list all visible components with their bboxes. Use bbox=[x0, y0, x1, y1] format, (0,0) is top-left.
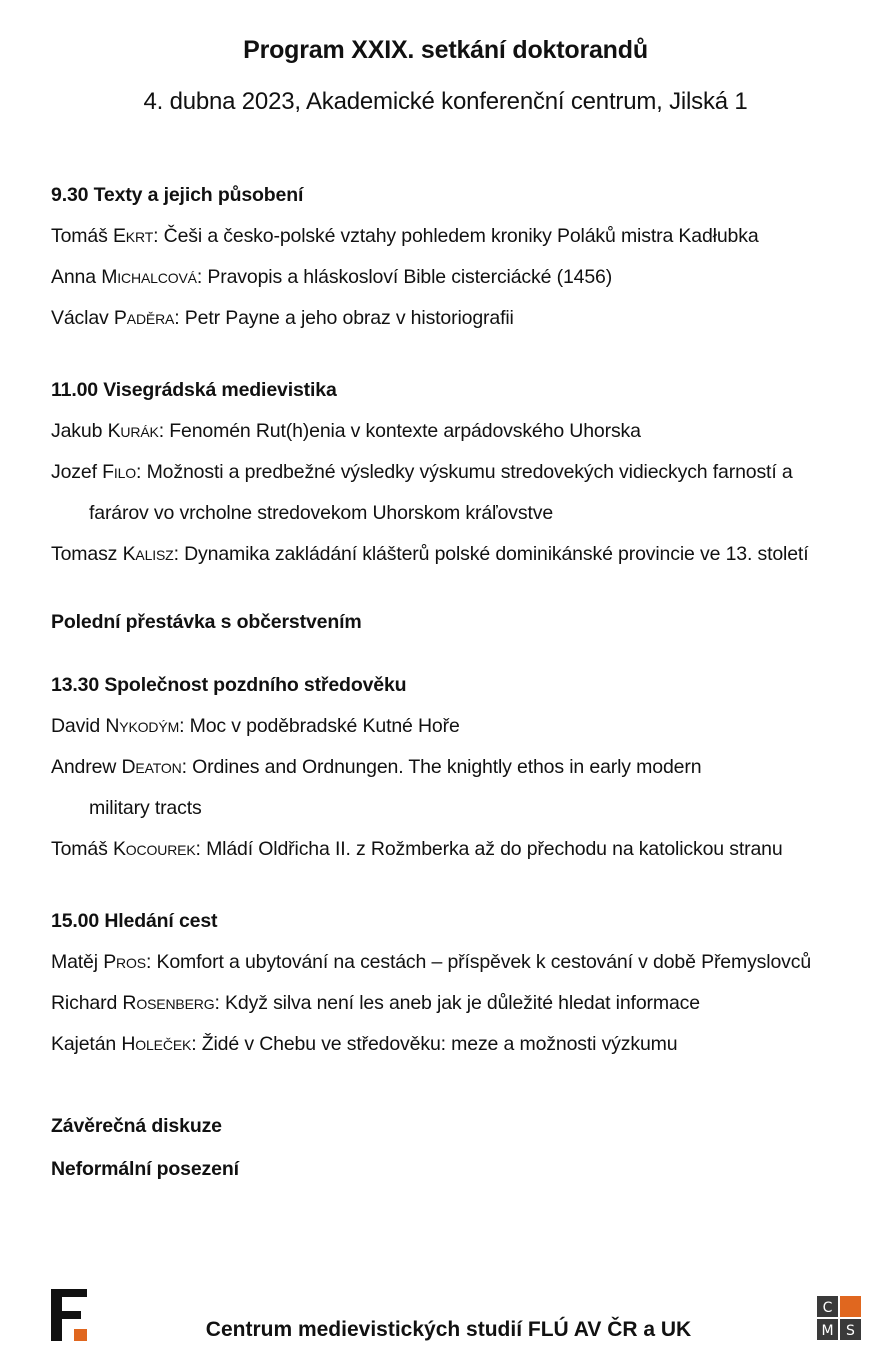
talk-title: : Dynamika zakládání klášterů polské dominikánské provincie ve 13. století bbox=[173, 543, 809, 565]
speaker-surname: Holeček bbox=[121, 1033, 192, 1055]
speaker-first-name: Matěj bbox=[51, 951, 104, 973]
talk-item bbox=[51, 711, 881, 752]
session-block bbox=[51, 180, 881, 344]
speaker-first-name: Jakub bbox=[51, 420, 108, 442]
talk-item bbox=[51, 988, 881, 1029]
speaker-first-name: Richard bbox=[51, 992, 123, 1014]
page-subtitle: 4. dubna 2023, Akademické konferenční centrum, Jilská 1 bbox=[143, 88, 748, 115]
talk-title: : Fenomén Rut(h)enia v kontexte arpádovského Uhorska bbox=[158, 420, 641, 442]
talk-item bbox=[51, 947, 881, 988]
talk-title: : Moc v poděbradské Kutné Hoře bbox=[179, 715, 460, 737]
speaker-first-name: Kajetán bbox=[51, 1033, 122, 1055]
speaker-first-name: Tomasz bbox=[51, 543, 123, 565]
speaker-first-name: Tomáš bbox=[51, 838, 113, 860]
speaker-surname: Kocourek bbox=[112, 838, 196, 860]
talk-title: : Mládí Oldřicha II. z Rožmberka až do přechodu na katolickou stranu bbox=[195, 838, 783, 860]
talk-item bbox=[51, 221, 881, 262]
informal-meeting: Neformální posezení bbox=[51, 1158, 239, 1180]
speaker-surname: Kurák bbox=[107, 420, 159, 442]
speaker-first-name: Tomáš bbox=[51, 225, 113, 247]
speaker-surname: Ekrt bbox=[112, 225, 154, 247]
speaker-first-name: Václav bbox=[51, 307, 114, 329]
talk-item bbox=[51, 416, 881, 457]
cms-letter-s: S bbox=[846, 1323, 855, 1339]
speaker-surname: Deaton bbox=[121, 756, 182, 778]
talk-title-continuation: farárov vo vrcholne stredovekom Uhorskom kráľovstve bbox=[89, 502, 554, 524]
speaker-first-name: David bbox=[51, 715, 106, 737]
page-title: Program XXIX. setkání doktorandů bbox=[243, 36, 648, 64]
speaker-surname: Rosenberg bbox=[122, 992, 215, 1014]
cms-letter-m: M bbox=[821, 1323, 834, 1339]
talk-item bbox=[51, 303, 881, 344]
talk-title: : Komfort a ubytování na cestách – příspěvek k cestování v době Přemyslovců bbox=[145, 951, 812, 973]
speaker-surname: Paděra bbox=[113, 307, 175, 329]
footer-institution: Centrum medievistických studií FLÚ AV ČR a UK bbox=[205, 1318, 692, 1341]
speaker-surname: Pros bbox=[103, 951, 146, 973]
session-heading: 13.30 Společnost pozdního středověku bbox=[51, 674, 407, 696]
talk-item bbox=[51, 1029, 881, 1070]
talk-title: : Ordines and Ordnungen. The knightly ethos in early modern bbox=[181, 756, 702, 778]
cms-letter-c: C bbox=[822, 1300, 833, 1316]
session-block bbox=[51, 670, 881, 875]
talk-title: : Pravopis a hláskosloví Bible cisterciácké (1456) bbox=[196, 266, 613, 288]
closing-discussion: Závěrečná diskuze bbox=[51, 1115, 222, 1137]
talk-item bbox=[51, 457, 881, 498]
speaker-surname: Filo bbox=[102, 461, 137, 483]
talk-title: : Petr Payne a jeho obraz v historiografii bbox=[174, 307, 514, 329]
session-heading: 9.30 Texty a jejich působení bbox=[51, 184, 304, 206]
talk-item bbox=[51, 834, 881, 875]
lunch-break: Polední přestávka s občerstvením bbox=[51, 611, 362, 633]
talk-title: : Když silva není les aneb jak je důležité hledat informace bbox=[214, 992, 700, 1014]
talk-item bbox=[51, 752, 881, 793]
session-heading: 15.00 Hledání cest bbox=[51, 910, 218, 932]
speaker-surname: Michalcová bbox=[101, 266, 197, 288]
session-heading: 11.00 Visegrádská medievistika bbox=[51, 379, 337, 401]
speaker-surname: Nykodým bbox=[105, 715, 180, 737]
talk-title-continuation: military tracts bbox=[89, 797, 202, 819]
talk-title: : Češi a česko-polské vztahy pohledem kroniky Poláků mistra Kadłubka bbox=[153, 225, 759, 247]
session-block bbox=[51, 375, 881, 580]
talk-item bbox=[51, 262, 881, 303]
talk-item bbox=[51, 539, 881, 580]
talk-title: : Židé v Chebu ve středověku: meze a možnosti výzkumu bbox=[191, 1033, 678, 1055]
speaker-first-name: Jozef bbox=[51, 461, 103, 483]
talk-title: : Možnosti a predbežné výsledky výskumu stredovekých vidieckych farností a bbox=[136, 461, 793, 483]
session-block bbox=[51, 906, 881, 1070]
speaker-surname: Kalisz bbox=[122, 543, 174, 565]
cms-logo-icon bbox=[817, 1296, 861, 1340]
speaker-first-name: Anna bbox=[51, 266, 102, 288]
speaker-first-name: Andrew bbox=[51, 756, 122, 778]
